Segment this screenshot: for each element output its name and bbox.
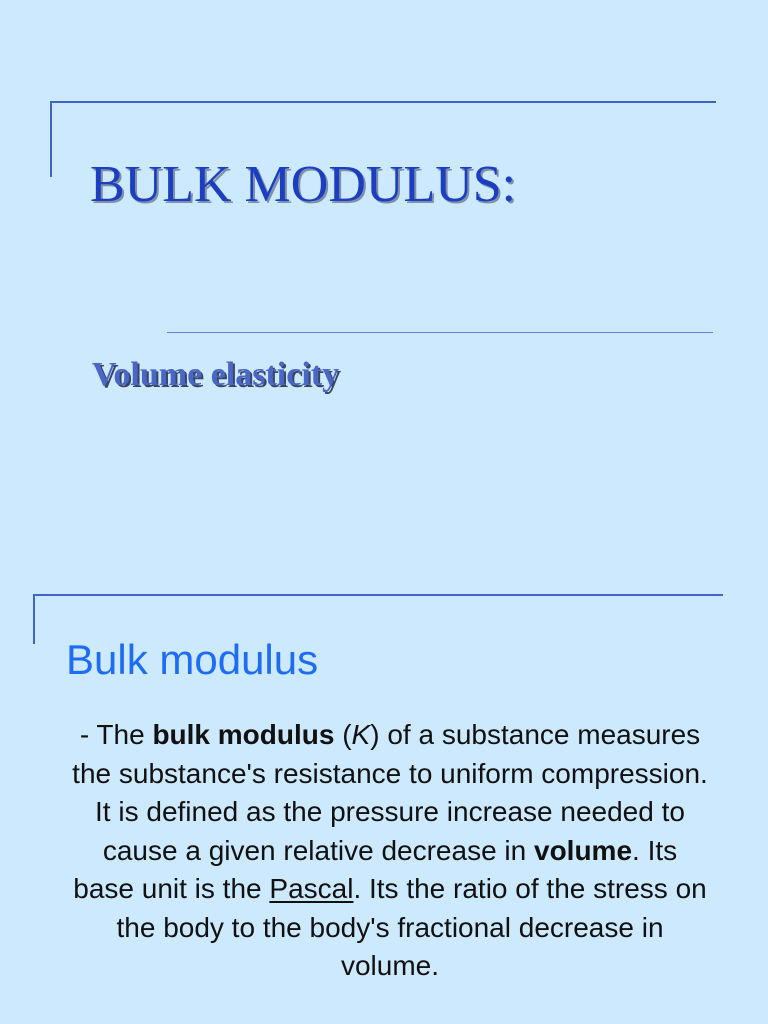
slide-subtitle: Volume elasticity [92,356,340,393]
paragraph-paren-open: ( [334,719,352,750]
paragraph-unit-text: . Its base unit is the [73,834,678,904]
definition-paragraph [70,716,710,986]
slide-title: BULK MODULUS: [90,156,517,213]
frame-left-line [33,594,35,644]
paragraph-definition: ) of a substance measures the substance's resistance to uniform compression. It is defined as the pressure increase needed to cause a given relative decrease in [72,719,708,866]
content-slide [0,580,768,1024]
pascal-link[interactable]: Pascal [269,873,354,904]
section-heading: Bulk modulus [66,636,319,683]
paragraph-lead: - The [79,719,153,750]
volume-term: volume [534,834,633,866]
title-divider [167,332,713,333]
bulk-modulus-term: bulk modulus [152,719,335,750]
frame-left-line [50,101,52,177]
frame-top-line [33,594,723,596]
frame-top-line [50,101,716,103]
paragraph-ratio-text: . Its the ratio of the stress on the body to the body's fractional decrease in volume. [116,873,707,981]
symbol-k: K [351,719,371,750]
